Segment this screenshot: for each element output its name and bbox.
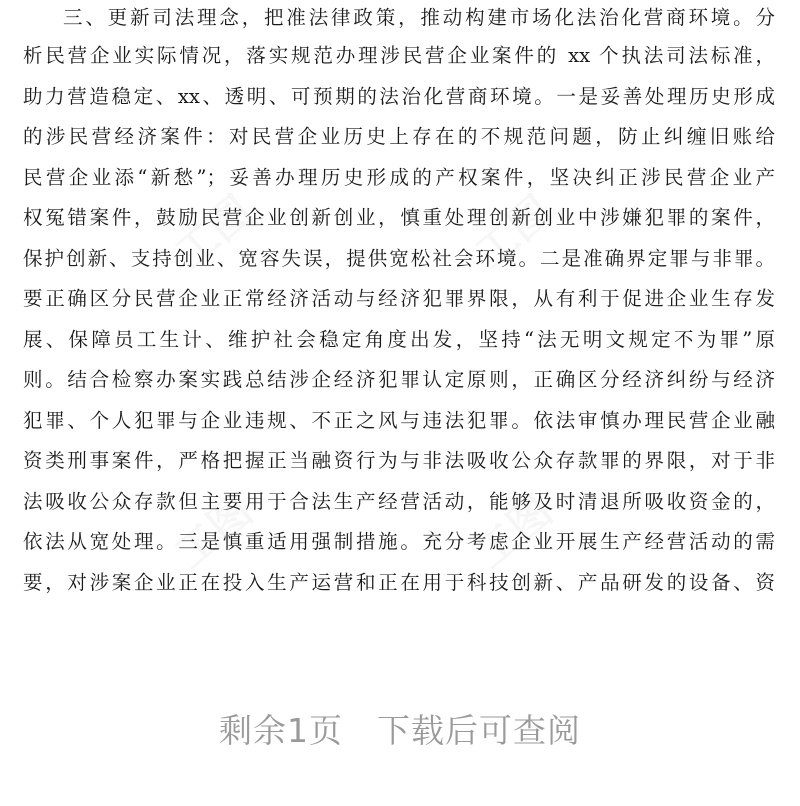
paragraph-line: 助力营造稳定、xx、透明、可预期的法治化营商环境。一是妥善处理历史形成	[23, 84, 775, 108]
paragraph-line: 法吸收公众存款但主要用于合法生产经营活动，能够及时清退所吸收资金的，	[23, 489, 775, 513]
document-body	[23, 0, 775, 603]
paragraph-line: 犯罪、个人犯罪与企业违规、不正之风与违法犯罪。依法审慎办理民营企业融	[23, 408, 775, 432]
paragraph-line: 保护创新、支持创业、宽容失误，提供宽松社会环境。二是准确界定罪与非罪。	[23, 246, 775, 270]
paragraph-line: 要正确区分民营企业正常经济活动与经济犯罪界限，从有利于促进企业生存发	[23, 287, 775, 310]
paragraph-line: 展、保障员工生计、维护社会稳定角度出发，坚持“法无明文规定不为罪”原	[23, 327, 775, 351]
paragraph-line: 民营企业添“新愁”；妥善办理历史形成的产权案件，坚决纠正涉民营企业产	[23, 165, 775, 189]
remaining-pages-notice: 剩余1页 下载后可查阅	[219, 711, 581, 750]
paragraph-line: 析民营企业实际情况，落实规范办理涉民营企业案件的 xx 个执法司法标准，	[23, 44, 775, 67]
paragraph-line: 的涉民营经济案件：对民营企业历史上存在的不规范问题，防止纠缠旧账给	[23, 125, 775, 148]
paragraph-line: 依法从宽处理。三是慎重适用强制措施。充分考虑企业开展生产经营活动的需	[23, 530, 775, 553]
paragraph-line: 资类刑事案件，严格把握正当融资行为与非法吸收公众存款罪的界限，对于非	[23, 449, 775, 472]
paragraph-line: 则。结合检察办案实践总结涉企经济犯罪认定原则，正确区分经济纠纷与经济	[23, 368, 775, 391]
paragraph-line: 权冤错案件，鼓励民营企业创新创业，慎重处理创新创业中涉嫌犯罪的案件，	[23, 206, 775, 229]
paragraph-line: 三、更新司法理念，把准法律政策，推动构建市场化法治化营商环境。分	[63, 6, 775, 29]
paragraph-line: 要，对涉案企业正在投入生产运营和正在用于科技创新、产品研发的设备、资	[23, 570, 775, 594]
